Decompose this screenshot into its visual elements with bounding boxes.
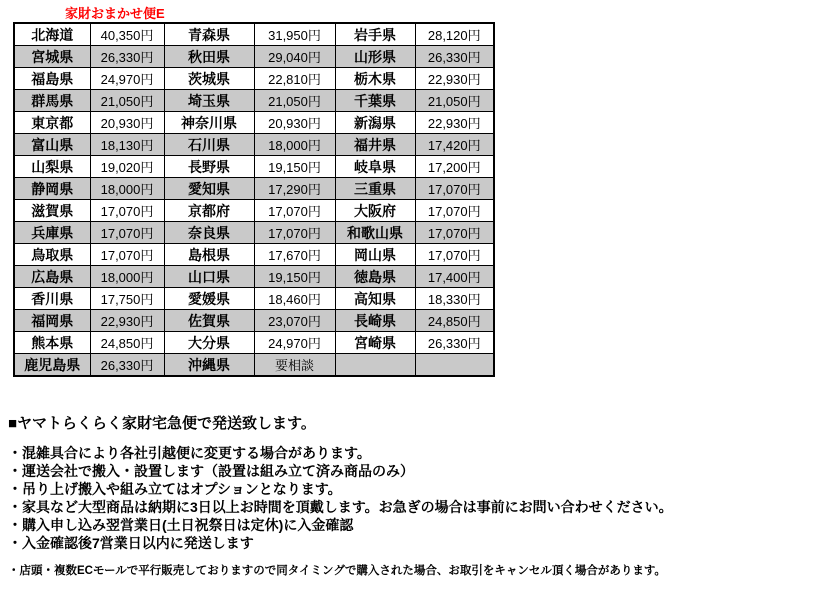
prefecture-cell: 京都府 [164,200,254,222]
table-row [14,46,494,68]
prefecture-cell: 長崎県 [335,310,415,332]
prefecture-cell: 東京都 [14,112,90,134]
table-row [14,244,494,266]
prefecture-cell: 広島県 [14,266,90,288]
price-cell: 18,330円 [415,288,494,310]
price-cell: 18,000円 [90,178,164,200]
price-cell: 17,070円 [415,244,494,266]
prefecture-cell: 山梨県 [14,156,90,178]
price-cell: 17,070円 [415,222,494,244]
note-item: ・運送会社で搬入・設置します（設置は組み立て済み商品のみ） [8,463,414,479]
prefecture-cell: 鳥取県 [14,244,90,266]
price-cell: 26,330円 [90,354,164,377]
prefecture-cell: 千葉県 [335,90,415,112]
prefecture-cell: 島根県 [164,244,254,266]
table-row [14,266,494,288]
table-row [14,310,494,332]
note-item: ・家具など大型商品は納期に3日以上お時間を頂戴します。お急ぎの場合は事前にお問い合わせください。 [8,499,673,515]
price-cell: 17,070円 [415,178,494,200]
prefecture-cell: 栃木県 [335,68,415,90]
prefecture-cell: 岩手県 [335,23,415,46]
price-cell: 18,000円 [90,266,164,288]
price-cell: 29,040円 [254,46,335,68]
price-cell: 18,460円 [254,288,335,310]
note-item: ・購入申し込み翌営業日(土日祝祭日は定休)に入金確認 [8,517,354,533]
price-cell: 17,070円 [90,222,164,244]
price-table-body [14,23,494,376]
price-cell: 24,970円 [254,332,335,354]
prefecture-cell: 福岡県 [14,310,90,332]
price-cell: 17,420円 [415,134,494,156]
table-row [14,332,494,354]
prefecture-cell: 岡山県 [335,244,415,266]
price-cell: 17,290円 [254,178,335,200]
prefecture-cell: 鹿児島県 [14,354,90,377]
price-cell: 31,950円 [254,23,335,46]
price-cell: 17,200円 [415,156,494,178]
prefecture-cell: 富山県 [14,134,90,156]
prefecture-cell: 神奈川県 [164,112,254,134]
price-cell: 18,000円 [254,134,335,156]
prefecture-cell: 宮城県 [14,46,90,68]
price-cell: 17,400円 [415,266,494,288]
table-row [14,23,494,46]
price-cell: 18,130円 [90,134,164,156]
prefecture-cell: 新潟県 [335,112,415,134]
prefecture-cell: 沖縄県 [164,354,254,377]
table-row [14,90,494,112]
prefecture-cell: 長野県 [164,156,254,178]
prefecture-cell: 埼玉県 [164,90,254,112]
price-cell: 26,330円 [415,46,494,68]
prefecture-cell: 和歌山県 [335,222,415,244]
price-cell: 40,350円 [90,23,164,46]
price-cell: 19,150円 [254,156,335,178]
table-row [14,178,494,200]
price-cell: 24,970円 [90,68,164,90]
price-cell: 17,670円 [254,244,335,266]
prefecture-cell: 三重県 [335,178,415,200]
prefecture-cell: 北海道 [14,23,90,46]
price-cell: 24,850円 [90,332,164,354]
price-cell: 21,050円 [415,90,494,112]
table-row [14,222,494,244]
price-cell: 20,930円 [254,112,335,134]
price-cell: 19,020円 [90,156,164,178]
prefecture-cell: 高知県 [335,288,415,310]
price-cell [415,354,494,377]
prefecture-cell: 奈良県 [164,222,254,244]
table-row [14,112,494,134]
table-row [14,134,494,156]
notes-heading: ■ヤマトらくらく家財宅急便で発送致します。 [8,415,316,432]
shipping-price-table [13,22,495,377]
price-cell: 19,150円 [254,266,335,288]
note-item: ・入金確認後7営業日以内に発送します [8,535,254,551]
prefecture-cell: 群馬県 [14,90,90,112]
prefecture-cell: 宮崎県 [335,332,415,354]
price-cell: 26,330円 [90,46,164,68]
price-cell: 17,070円 [90,244,164,266]
note-item: ・吊り上げ搬入や組み立てはオプションとなります。 [8,481,342,497]
price-cell: 26,330円 [415,332,494,354]
shipping-service-title: 家財おまかせ便E [65,6,165,21]
price-cell: 要相談 [254,354,335,377]
prefecture-cell: 大分県 [164,332,254,354]
table-row [14,288,494,310]
prefecture-cell: 静岡県 [14,178,90,200]
price-cell: 28,120円 [415,23,494,46]
prefecture-cell: 滋賀県 [14,200,90,222]
prefecture-cell: 香川県 [14,288,90,310]
notes-list [8,444,818,552]
table-row [14,156,494,178]
price-cell: 21,050円 [90,90,164,112]
price-cell: 22,930円 [415,112,494,134]
price-cell: 24,850円 [415,310,494,332]
price-cell: 22,930円 [415,68,494,90]
prefecture-cell [335,354,415,377]
price-cell: 21,050円 [254,90,335,112]
price-cell: 17,070円 [254,222,335,244]
prefecture-cell: 福井県 [335,134,415,156]
price-cell: 17,070円 [415,200,494,222]
prefecture-cell: 愛媛県 [164,288,254,310]
prefecture-cell: 兵庫県 [14,222,90,244]
note-item: ・混雑具合により各社引越便に変更する場合があります。 [8,445,371,461]
notes-footnote: ・店頭・複数ECモールで平行販売しておりますので同タイミングで購入された場合、お取引をキャンセル頂く場合があります。 [8,565,666,577]
prefecture-cell: 愛知県 [164,178,254,200]
prefecture-cell: 岐阜県 [335,156,415,178]
price-cell: 22,930円 [90,310,164,332]
price-cell: 17,070円 [90,200,164,222]
prefecture-cell: 山形県 [335,46,415,68]
prefecture-cell: 石川県 [164,134,254,156]
prefecture-cell: 青森県 [164,23,254,46]
prefecture-cell: 徳島県 [335,266,415,288]
prefecture-cell: 佐賀県 [164,310,254,332]
prefecture-cell: 福島県 [14,68,90,90]
notes-section [8,412,818,578]
price-cell: 17,750円 [90,288,164,310]
prefecture-cell: 茨城県 [164,68,254,90]
prefecture-cell: 山口県 [164,266,254,288]
table-row [14,354,494,377]
prefecture-cell: 大阪府 [335,200,415,222]
price-cell: 20,930円 [90,112,164,134]
prefecture-cell: 熊本県 [14,332,90,354]
price-cell: 22,810円 [254,68,335,90]
price-cell: 23,070円 [254,310,335,332]
price-cell: 17,070円 [254,200,335,222]
table-row [14,68,494,90]
table-row [14,200,494,222]
prefecture-cell: 秋田県 [164,46,254,68]
